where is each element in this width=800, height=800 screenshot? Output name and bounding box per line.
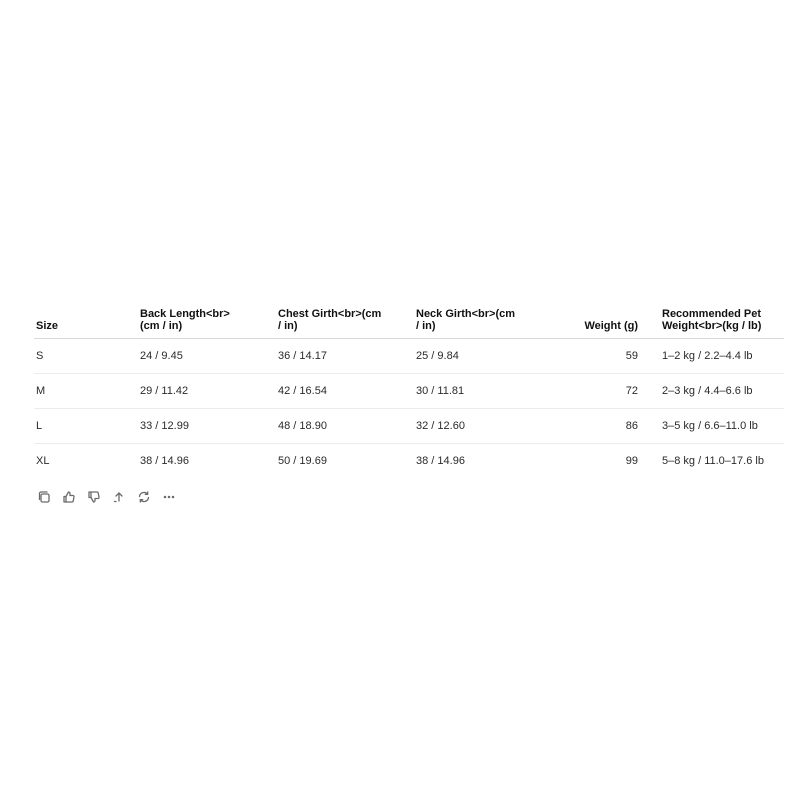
copy-icon bbox=[37, 490, 51, 509]
share-button[interactable] bbox=[111, 491, 127, 507]
cell-weight: 72 bbox=[552, 374, 648, 409]
cell-chest-girth: 48 / 18.90 bbox=[276, 409, 414, 444]
regenerate-icon bbox=[137, 490, 151, 509]
cell-back-length: 33 / 12.99 bbox=[138, 409, 276, 444]
copy-button[interactable] bbox=[36, 491, 52, 507]
table-header-row bbox=[34, 302, 784, 339]
cell-recommended-weight: 5–8 kg / 11.0–17.6 lb bbox=[662, 455, 764, 467]
cell-size: XL bbox=[36, 455, 50, 467]
cell-weight: 99 bbox=[625, 455, 638, 467]
table-row bbox=[34, 339, 784, 374]
header-recommended-weight: Recommended Pet Weight<br>(kg / lb) bbox=[648, 302, 784, 339]
more-icon bbox=[162, 490, 176, 509]
cell-size: L bbox=[34, 409, 138, 444]
thumbs-up-button[interactable] bbox=[61, 491, 77, 507]
cell-neck-girth: 25 / 9.84 bbox=[414, 339, 552, 374]
cell-size: S bbox=[34, 339, 138, 374]
cell-chest-girth: 36 / 14.17 bbox=[276, 339, 414, 374]
header-back-length: Back Length<br> (cm / in) bbox=[138, 302, 276, 339]
message-actions-toolbar bbox=[36, 491, 177, 507]
header-chest-girth: Chest Girth<br>(cm / in) bbox=[276, 302, 414, 339]
cell-weight: 59 bbox=[552, 339, 648, 374]
cell-neck-girth: 38 / 14.96 bbox=[416, 455, 465, 467]
thumbs-up-icon bbox=[62, 490, 76, 509]
size-chart bbox=[34, 302, 784, 478]
thumbs-down-icon bbox=[87, 490, 101, 509]
regenerate-button[interactable] bbox=[136, 491, 152, 507]
cell-recommended-weight: 3–5 kg / 6.6–11.0 lb bbox=[648, 409, 784, 444]
thumbs-down-button[interactable] bbox=[86, 491, 102, 507]
header-size: Size bbox=[34, 302, 138, 339]
header-weight: Weight (g) bbox=[552, 302, 648, 339]
cell-chest-girth: 50 / 19.69 bbox=[278, 455, 327, 467]
share-icon bbox=[112, 490, 126, 509]
table-row bbox=[34, 409, 784, 444]
cell-neck-girth: 30 / 11.81 bbox=[414, 374, 552, 409]
cell-size: M bbox=[34, 374, 138, 409]
cell-neck-girth: 32 / 12.60 bbox=[414, 409, 552, 444]
header-neck-girth: Neck Girth<br>(cm / in) bbox=[414, 302, 552, 339]
more-options-button[interactable] bbox=[161, 491, 177, 507]
cell-back-length: 29 / 11.42 bbox=[138, 374, 276, 409]
cell-back-length: 38 / 14.96 bbox=[140, 455, 189, 467]
size-table bbox=[34, 302, 784, 478]
table-row bbox=[34, 444, 784, 479]
cell-chest-girth: 42 / 16.54 bbox=[276, 374, 414, 409]
cell-recommended-weight: 2–3 kg / 4.4–6.6 lb bbox=[648, 374, 784, 409]
cell-recommended-weight: 1–2 kg / 2.2–4.4 lb bbox=[648, 339, 784, 374]
cell-back-length: 24 / 9.45 bbox=[138, 339, 276, 374]
cell-weight: 86 bbox=[552, 409, 648, 444]
table-row bbox=[34, 374, 784, 409]
